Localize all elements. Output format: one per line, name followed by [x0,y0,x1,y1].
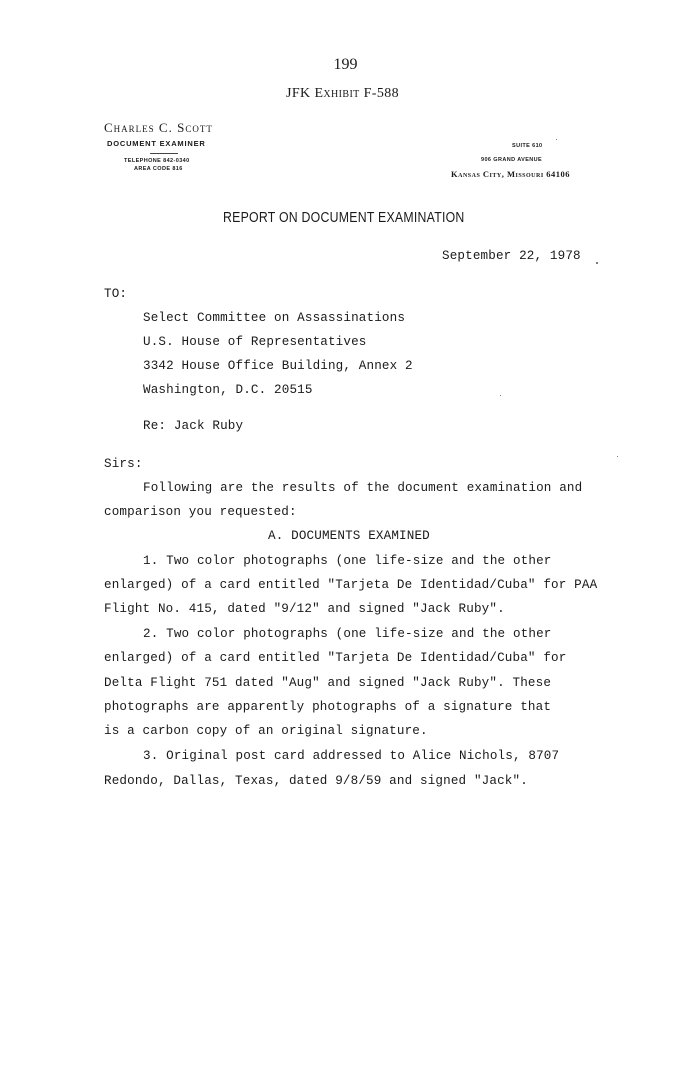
letterhead-city: Kansas City, Missouri 64106 [451,169,571,179]
letterhead-area-code: AREA CODE 816 [134,166,183,172]
body-line: Delta Flight 751 dated "Aug" and signed "Jack Ruby". These [104,676,552,690]
body-line: comparison you requested: [104,505,297,519]
to-label: TO: [104,287,128,301]
address-line: Select Committee on Assassinations [143,311,406,325]
report-date: September 22, 1978 [442,249,581,263]
body-line: Redondo, Dallas, Texas, dated 9/8/59 and signed "Jack". [104,774,528,788]
scan-speck [556,139,557,140]
letterhead-role: DOCUMENT EXAMINER [107,139,206,148]
scan-speck [500,395,501,396]
exhibit-label: JFK Exhibit F-588 [286,86,400,101]
letterhead-rule [150,153,178,154]
letterhead-suite: SUITE 610 [512,143,543,149]
page-number: 199 [333,56,358,73]
body-line: is a carbon copy of an original signature. [104,724,428,738]
scan-speck [617,456,618,457]
body-line: Flight No. 415, dated "9/12" and signed "Jack Ruby". [104,602,505,616]
address-line: U.S. House of Representatives [143,335,367,349]
letterhead-telephone: TELEPHONE 842-0340 [124,158,190,164]
body-line: 3. Original post card addressed to Alice Nichols, 8707 [143,749,560,763]
body-line: enlarged) of a card entitled "Tarjeta De Identidad/Cuba" for PAA [104,578,598,592]
body-line: photographs are apparently photographs of a signature that [104,700,552,714]
section-heading: A. DOCUMENTS EXAMINED [268,529,430,543]
address-line: 3342 House Office Building, Annex 2 [143,359,413,373]
letterhead-name: Charles C. Scott [104,120,213,135]
re-line: Re: Jack Ruby [143,419,244,433]
body-line: 1. Two color photographs (one life-size and the other [143,554,552,568]
letterhead-street: 906 GRAND AVENUE [481,157,543,163]
scan-speck [596,262,598,264]
report-title: REPORT ON DOCUMENT EXAMINATION [223,209,465,226]
body-line: 2. Two color photographs (one life-size and the other [143,627,552,641]
salutation: Sirs: [104,457,143,471]
body-line: Following are the results of the document examination and [143,481,583,495]
address-line: Washington, D.C. 20515 [143,383,313,397]
body-line: enlarged) of a card entitled "Tarjeta De Identidad/Cuba" for [104,651,567,665]
